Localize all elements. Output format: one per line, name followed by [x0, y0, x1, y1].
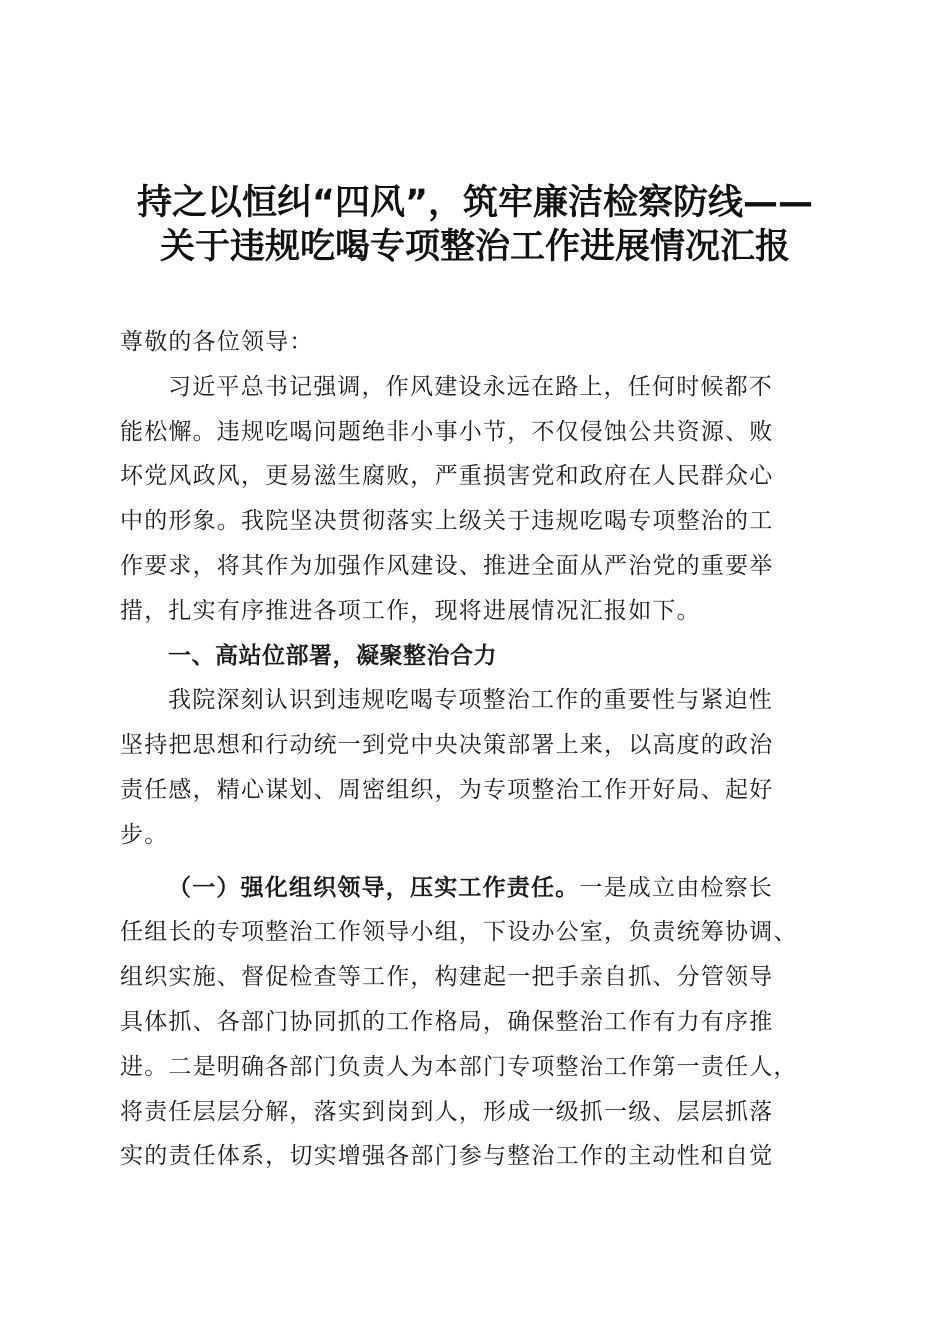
- subsection-1-heading: （一）强化组织领导，压实工作责任。: [168, 874, 580, 901]
- intro-line: 中的形象。我院坚决贯彻落实上级关于违规吃喝专项整治的工: [120, 508, 774, 535]
- intro-line: 坏党风政风，更易滋生腐败，严重损害党和政府在人民群众心: [120, 463, 774, 490]
- section-1-line: 我院深刻认识到违规吃喝专项整治工作的重要性与紧迫性: [168, 687, 773, 714]
- intro-line: 能松懈。违规吃喝问题绝非小事小节，不仅侵蚀公共资源、败: [120, 418, 774, 445]
- document-body: [120, 320, 832, 1179]
- subsection-1-line: 将责任层层分解，落实到岗到人，形成一级抓一级、层层抓落: [120, 1098, 774, 1125]
- subsection-1-line: 实的责任体系，切实增强各部门参与整治工作的主动性和自觉: [120, 1143, 774, 1170]
- intro-line: 习近平总书记强调，作风建设永远在路上，任何时候都不: [168, 373, 773, 400]
- intro-line: 作要求，将其作为加强作风建设、推进全面从严治党的重要举: [120, 552, 774, 579]
- section-1-heading: 一、高站位部署，凝聚整治合力: [168, 642, 497, 669]
- subsection-1-first-text: 一是成立由检察长: [579, 874, 774, 901]
- intro-line: 措，扎实有序推进各项工作，现将进展情况汇报如下。: [120, 597, 701, 624]
- salutation: 尊敬的各位领导：: [120, 329, 314, 355]
- document-title-line-1: 持之以恒纠“四风”，筑牢廉洁检察防线——: [136, 183, 813, 223]
- document-title-line-2: 关于违规吃喝专项整治工作进展情况汇报: [159, 227, 790, 267]
- section-1-line: 责任感，精心谋划、周密组织，为专项整治工作开好局、起好: [120, 776, 774, 803]
- section-1-line: 步。: [120, 821, 169, 848]
- paragraph-gap: [120, 858, 832, 866]
- section-1-line: 坚持把思想和行动统一到党中央决策部署上来，以高度的政治: [120, 732, 774, 759]
- subsection-1-line: 组织实施、督促检查等工作，构建起一把手亲自抓、分管领导: [120, 964, 774, 991]
- subsection-1-line: 任组长的专项整治工作领导小组，下设办公室，负责统筹协调、: [120, 919, 798, 946]
- subsection-1-line: 具体抓、各部门协同抓的工作格局，确保整治工作有力有序推: [120, 1008, 774, 1035]
- subsection-1-first-line: [120, 866, 832, 911]
- subsection-1-line: 进。二是明确各部门负责人为本部门专项整治工作第一责任人，: [120, 1053, 798, 1080]
